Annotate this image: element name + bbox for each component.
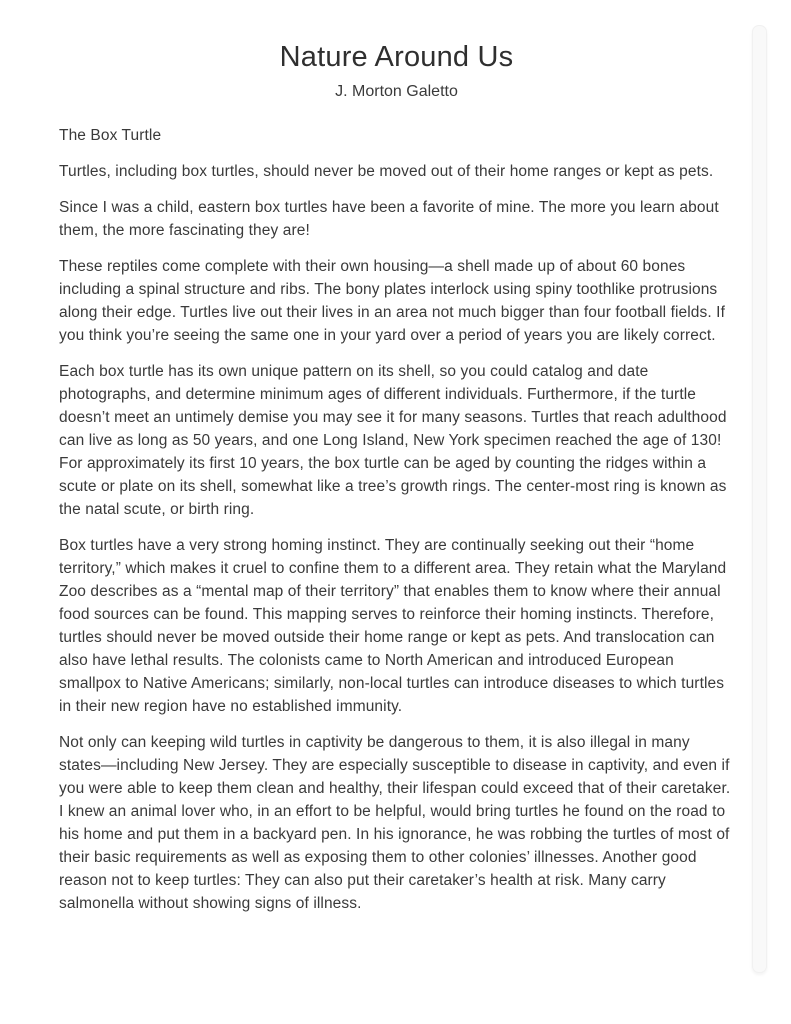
paragraph: Since I was a child, eastern box turtles have been a favorite of mine. The more you learn about them, the more fascinating they are!: [59, 199, 719, 239]
paragraph: Not only can keeping wild turtles in captivity be dangerous to them, it is also illegal in many states—including New Jersey. They are especially susceptible to disease in captivity, and even if you were able to keep them clean and healthy, their lifespan could exceed that of their caretaker. I knew an animal lover who, in an effort to be helpful, would bring turtles he found on the road to his home and put them in a backyard pen. In his ignorance, he was robbing the turtles of most of their basic requirements as well as exposing them to other colonies’ illnesses. Another good reason not to keep turtles: They can also put their caretaker’s health at risk. Many carry salmonella without showing signs of illness.: [59, 734, 731, 912]
document-title: Nature Around Us: [279, 41, 514, 73]
paragraph: Box turtles have a very strong homing instinct. They are continually seeking out their “home territory,” which makes it cruel to confine them to a different area. They retain what the Maryland Zoo describes as a “mental map of their territory” that enables them to know where their annual food sources can be found. This mapping serves to reinforce their homing instincts. Therefore, turtles should never be moved outside their home range or kept as pets. And translocation can also have lethal results. The colonists came to North American and introduced European smallpox to Native Americans; similarly, non-local turtles can introduce diseases to which turtles in their new region have no established immunity.: [59, 537, 727, 715]
section-heading: The Box Turtle: [59, 127, 162, 144]
paragraph: Each box turtle has its own unique pattern on its shell, so you could catalog and date photographs, and determine minimum ages of different individuals. Furthermore, if the turtle doesn’t meet an untimely demise you may see it for many seasons. Turtles that reach adulthood can live as long as 50 years, and one Long Island, New York specimen reached the age of 130! For approximately its first 10 years, the box turtle can be aged by counting the ridges within a scute or plate on its shell, somewhat like a tree’s growth rings. The center-most ring is known as the natal scute, or birth ring.: [59, 363, 727, 518]
document-byline: J. Morton Galetto: [335, 83, 458, 100]
paragraph: These reptiles come complete with their own housing—a shell made up of about 60 bones including a spinal structure and ribs. The bony plates interlock using spiny toothlike protrusions along their edge. Turtles live out their lives in an area not much bigger than four football fields. If you think you’re seeing the same one in your yard over a period of years you are likely correct.: [59, 258, 725, 344]
paragraph: Turtles, including box turtles, should never be moved out of their home ranges or kept as pets.: [59, 163, 714, 180]
scrollbar-track[interactable]: [752, 25, 767, 973]
document-body: [59, 160, 732, 915]
